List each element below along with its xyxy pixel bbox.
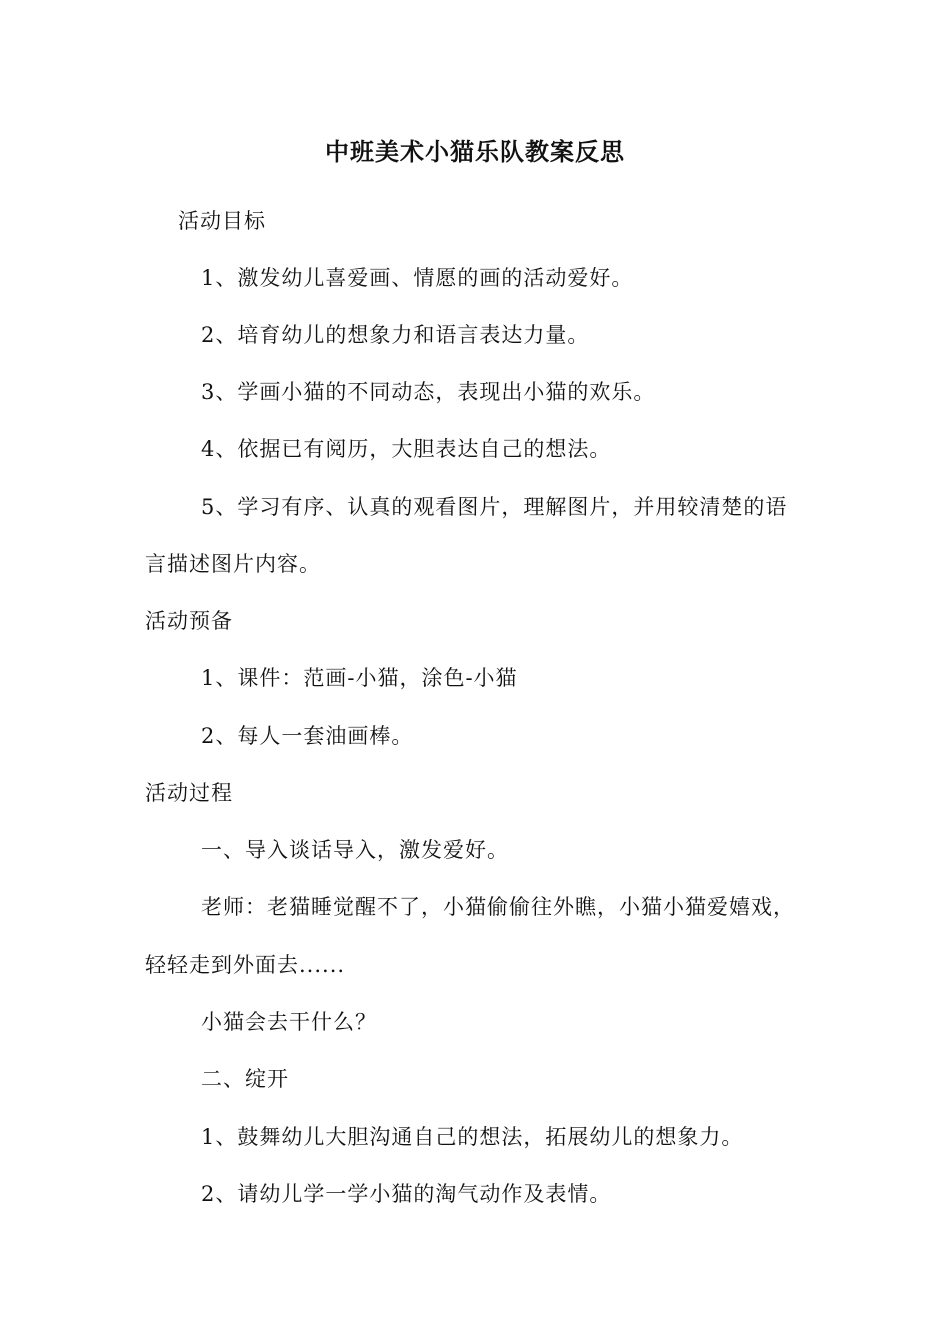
- paragraph-line: 2、每人一套油画棒。: [201, 724, 414, 748]
- section-heading-process: 活动过程: [145, 781, 233, 805]
- section-heading-goals: 活动目标: [178, 209, 266, 233]
- paragraph-line: 一、导入谈话导入，激发爱好。: [201, 838, 509, 862]
- paragraph-line: 1、鼓舞幼儿大胆沟通自己的想法，拓展幼儿的想象力。: [201, 1125, 744, 1149]
- paragraph-line: 小猫会去干什么？: [201, 1010, 377, 1034]
- paragraph-line: 二、绽开: [201, 1067, 289, 1091]
- paragraph-line: 4、依据已有阅历，大胆表达自己的想法。: [201, 437, 612, 461]
- paragraph-line: 轻轻走到外面去......: [145, 953, 346, 977]
- document-title: 中班美术小猫乐队教案反思: [325, 137, 625, 166]
- paragraph-line: 言描述图片内容。: [145, 552, 321, 576]
- paragraph-line: 2、培育幼儿的想象力和语言表达力量。: [201, 323, 590, 347]
- paragraph-line: 3、学画小猫的不同动态，表现出小猫的欢乐。: [201, 380, 656, 404]
- paragraph-line: 5、学习有序、认真的观看图片，理解图片，并用较清楚的语: [201, 495, 788, 519]
- paragraph-line: 1、激发幼儿喜爱画、情愿的画的活动爱好。: [201, 266, 634, 290]
- paragraph-line: 老师：老猫睡觉醒不了，小猫偷偷往外瞧，小猫小猫爱嬉戏，: [201, 895, 795, 919]
- paragraph-line: 1、课件：范画-小猫，涂色-小猫: [201, 666, 518, 690]
- paragraph-line: 2、请幼儿学一学小猫的淘气动作及表情。: [201, 1182, 612, 1206]
- section-heading-preparation: 活动预备: [145, 609, 233, 633]
